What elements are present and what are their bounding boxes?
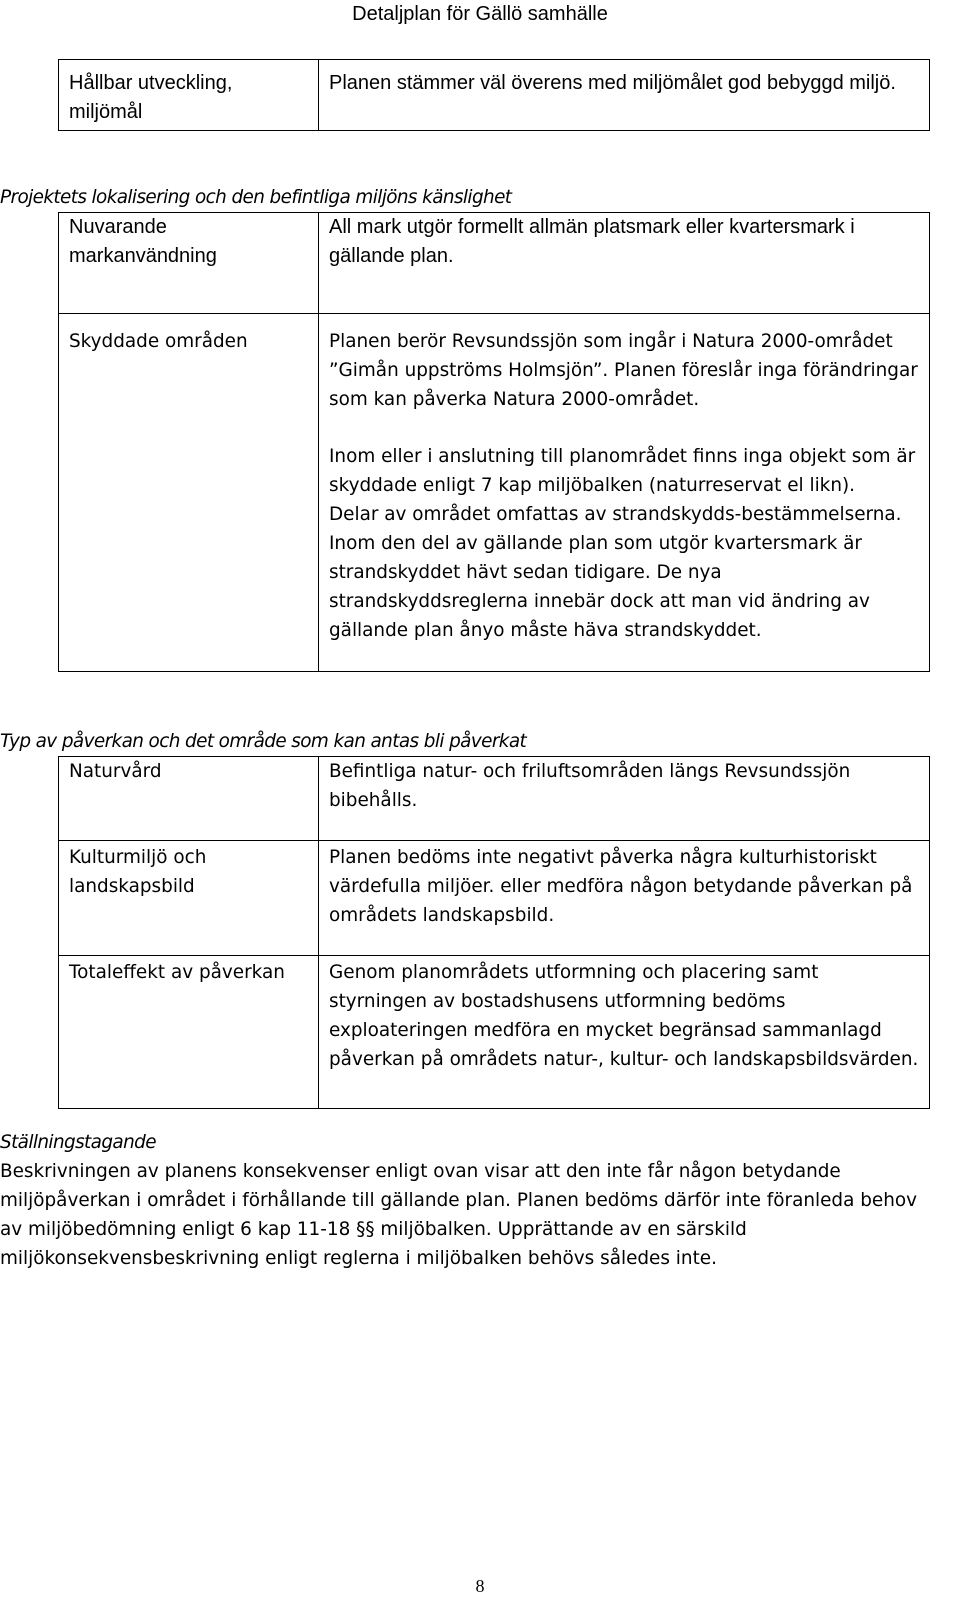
row-label: Naturvård [69,761,162,782]
localisation-table [58,212,930,672]
row-label: Nuvarande markanvändning [69,216,217,267]
row-label: Totaleffekt av påverkan [69,962,285,983]
table-row [59,213,930,314]
table-text-cell [319,60,930,131]
page-header: Detaljplan för Gällö samhälle [352,3,608,25]
table-text-cell [319,213,930,314]
table-label-cell [59,60,319,131]
row-label: Hållbar utveckling, miljömål [69,72,233,123]
table-row [59,841,930,956]
conclusion-text: Beskrivningen av planens konsekvenser enligt ovan visar att den inte får någon betydande miljöpåverkan i området i förhållande till gällande plan. Planen bedöms därför inte föranleda behov av miljöbedömning enligt 6 kap 11-18 §§ miljöbalken. Upprättande av en särskild miljökonsekvensbeskrivning enligt reglerna i miljöbalken behövs således inte. [0,1161,917,1269]
table-label-cell [59,314,319,672]
row-label: Skyddade områden [69,331,248,352]
table-row [59,956,930,1109]
row-label: Kulturmiljö och landskapsbild [69,847,207,897]
page-number: 8 [475,1576,485,1596]
conclusion-heading: Ställningstagande [0,1132,156,1153]
paragraph: Inom eller i anslutning till planområdet finns inga objekt som är skyddade enligt 7 kap miljöbalken (naturreservat el likn). [329,446,916,496]
row-text: Planen bedöms inte negativt påverka några kulturhistoriskt värdefulla miljöer. eller medföra någon betydande påverkan på områdets landskapsbild. [329,847,913,926]
row-text: Befintliga natur- och friluftsområden längs Revsundssjön bibehålls. [329,761,851,811]
impact-table [58,756,930,1109]
table-text-cell [319,314,930,672]
paragraph: Planen berör Revsundssjön som ingår i Natura 2000-området ”Gimån uppströms Holmsjön”. Planen föreslår inga förändringar som kan påverka Natura 2000-området. [329,331,918,410]
table-label-cell [59,213,319,314]
table-text-cell [319,956,930,1109]
table-row [59,314,930,672]
section-heading-impact: Typ av påverkan och det område som kan antas bli påverkat [0,731,527,752]
table-label-cell [59,757,319,841]
paragraph: Delar av området omfattas av strandskydds-bestämmelserna. Inom den del av gällande plan som utgör kvartersmark är strandskyddet hävt sedan tidigare. De nya strandskyddsreglerna innebär dock att man vid ändring av gällande plan ånyo måste häva strandskyddet. [329,504,902,641]
table-text-cell [319,757,930,841]
row-text: Planen stämmer väl överens med miljömålet god bebyggd miljö. [329,72,896,94]
sustainability-table [58,59,930,131]
row-text: All mark utgör formellt allmän platsmark eller kvartersmark i gällande plan. [329,216,855,267]
table-label-cell [59,841,319,956]
section-heading-localisation: Projektets lokalisering och den befintliga miljöns känslighet [0,187,512,208]
table-label-cell [59,956,319,1109]
table-row [59,60,930,131]
row-text: Genom planområdets utformning och placering samt styrningen av bostadshusens utformning bedöms exploateringen medföra en mycket begränsad sammanlagd påverkan på områdets natur-, kultur- och landskapsbildsvärden. [329,962,919,1070]
table-text-cell [319,841,930,956]
table-row [59,757,930,841]
